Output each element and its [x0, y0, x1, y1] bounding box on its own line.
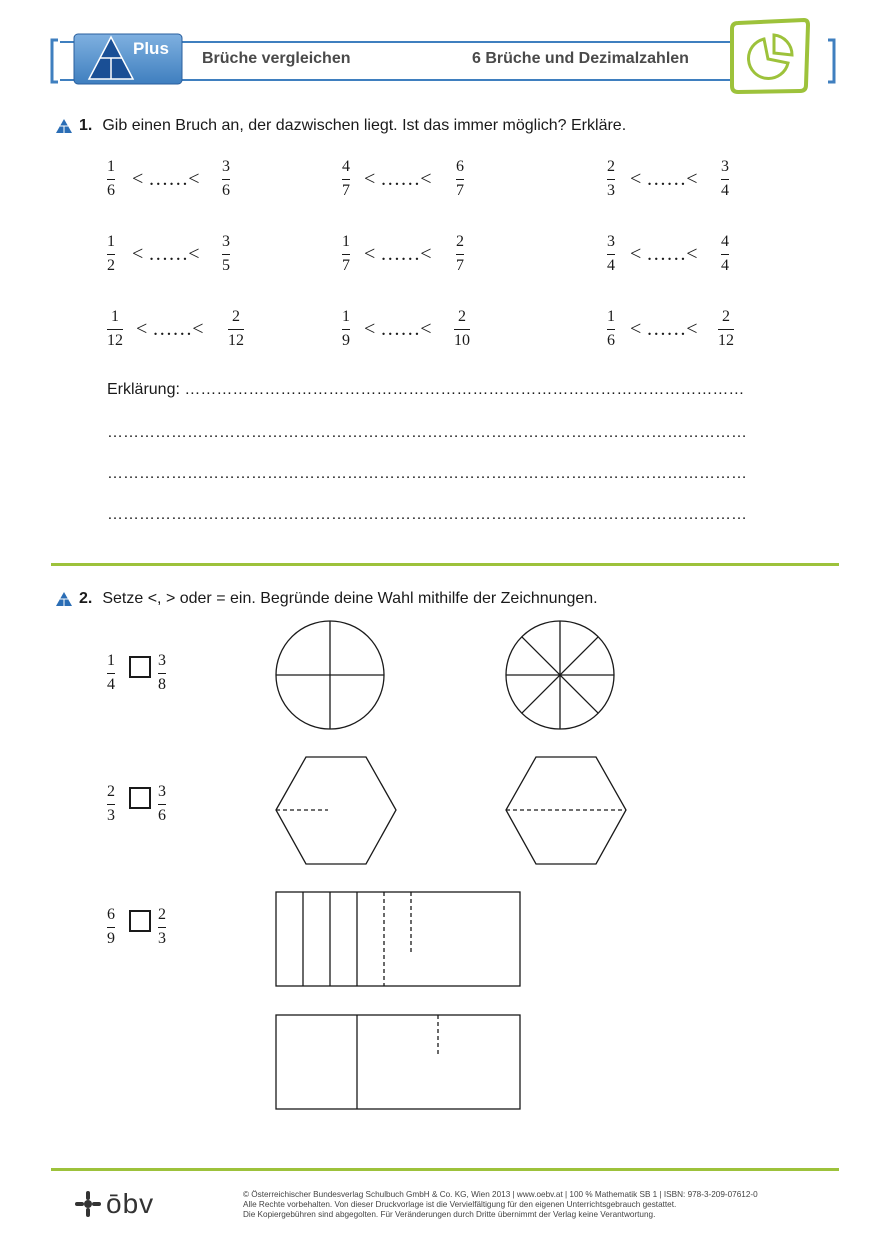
explanation-label: Erklärung:: [107, 381, 180, 398]
fraction: 6 9: [107, 906, 115, 947]
plus-badge: [73, 33, 183, 85]
answer-line[interactable]: …………………………………………………………………………………………………………: [107, 424, 747, 441]
gap-blank[interactable]: < ……<: [132, 168, 200, 190]
fraction: 2 7: [456, 233, 464, 274]
rectangle-thirds: [276, 1015, 520, 1109]
circle-quarters: [276, 621, 384, 729]
gap-blank[interactable]: < ……<: [630, 168, 698, 190]
fraction: 1 7: [342, 233, 350, 274]
gap-blank[interactable]: < ……<: [364, 168, 432, 190]
header-topic: Brüche vergleichen: [202, 50, 351, 67]
section-divider: [51, 563, 839, 566]
fraction: 1 6: [607, 308, 615, 349]
fraction: 2 3: [158, 906, 166, 947]
comparison-box[interactable]: [129, 910, 151, 932]
gap-blank[interactable]: < ……<: [364, 318, 432, 340]
fraction: 1 9: [342, 308, 350, 349]
fraction: 3 4: [721, 158, 729, 199]
copyright-notice: © Österreichischer Bundesverlag Schulbuch GmbH & Co. KG, Wien 2013 | www.oebv.at | 100 % Mathematik SB 1 | ISBN: 978-3-209-07612-0 Alle Rechte vorbehalten. Von dieser Druckvorlage ist die Vervielfältigung für den eigenen Unterrichtsgebrauch gestattet. Die Kopiergebühren sind abgegolten. Für Veränderungen durch Dritte übernimmt der Verlag keine Verantwortung.: [243, 1190, 758, 1219]
publisher-brand: ōbv: [106, 1188, 155, 1219]
gap-blank[interactable]: < ……<: [364, 243, 432, 265]
fraction: 3 4: [607, 233, 615, 274]
answer-line[interactable]: …………………………………………………………………………………………………………: [107, 465, 747, 482]
comparison-box[interactable]: [129, 656, 151, 678]
footer-divider: [51, 1168, 839, 1171]
fraction: 1 6: [107, 158, 115, 199]
fraction: 3 5: [222, 233, 230, 274]
fraction: 2 3: [607, 158, 615, 199]
fraction: 3 6: [158, 783, 166, 824]
fraction: 2 3: [107, 783, 115, 824]
fraction: 6 7: [456, 158, 464, 199]
drawings: [270, 615, 840, 1115]
gap-blank[interactable]: < ……<: [630, 318, 698, 340]
gap-blank[interactable]: < ……<: [132, 243, 200, 265]
fraction: 2 12: [228, 308, 244, 349]
rectangle-ninths: [276, 892, 520, 986]
exercise-1-heading: [55, 117, 626, 135]
header-chapter: 6 Brüche und Dezimalzahlen: [472, 50, 689, 67]
chapter-logo-icon: [728, 17, 812, 95]
exercise-2-number: 2.: [79, 590, 93, 607]
circle-eighths: [506, 621, 614, 729]
level-triangle-icon: [55, 591, 73, 607]
obv-logo-icon: [74, 1190, 102, 1218]
fraction: 3 6: [222, 158, 230, 199]
comparison-box[interactable]: [129, 787, 151, 809]
badge-label: Plus: [133, 39, 169, 58]
fraction: 1 12: [107, 308, 123, 349]
fraction: 1 4: [107, 652, 115, 693]
gap-blank[interactable]: < ……<: [136, 318, 204, 340]
hexagon-right: [506, 757, 626, 864]
level-triangle-icon: [55, 118, 73, 134]
exercise-2-heading: [55, 590, 598, 608]
explanation-line[interactable]: [107, 381, 847, 399]
hexagon-left: [276, 757, 396, 864]
fraction: 4 7: [342, 158, 350, 199]
fraction: 4 4: [721, 233, 729, 274]
fraction: 2 12: [718, 308, 734, 349]
fraction: 3 8: [158, 652, 166, 693]
gap-blank[interactable]: < ……<: [630, 243, 698, 265]
dot-fill: ……………………………………………………………………………………………: [184, 381, 745, 398]
answer-line[interactable]: …………………………………………………………………………………………………………: [107, 506, 747, 523]
exercise-1-number: 1.: [79, 117, 93, 134]
exercise-1-instruction: Gib einen Bruch an, der dazwischen liegt. Ist das immer möglich? Erkläre.: [102, 117, 627, 134]
exercise-2-instruction: Setze <, > oder = ein. Begründe deine Wahl mithilfe der Zeichnungen.: [102, 590, 598, 607]
fraction: 2 10: [454, 308, 470, 349]
fraction: 1 2: [107, 233, 115, 274]
